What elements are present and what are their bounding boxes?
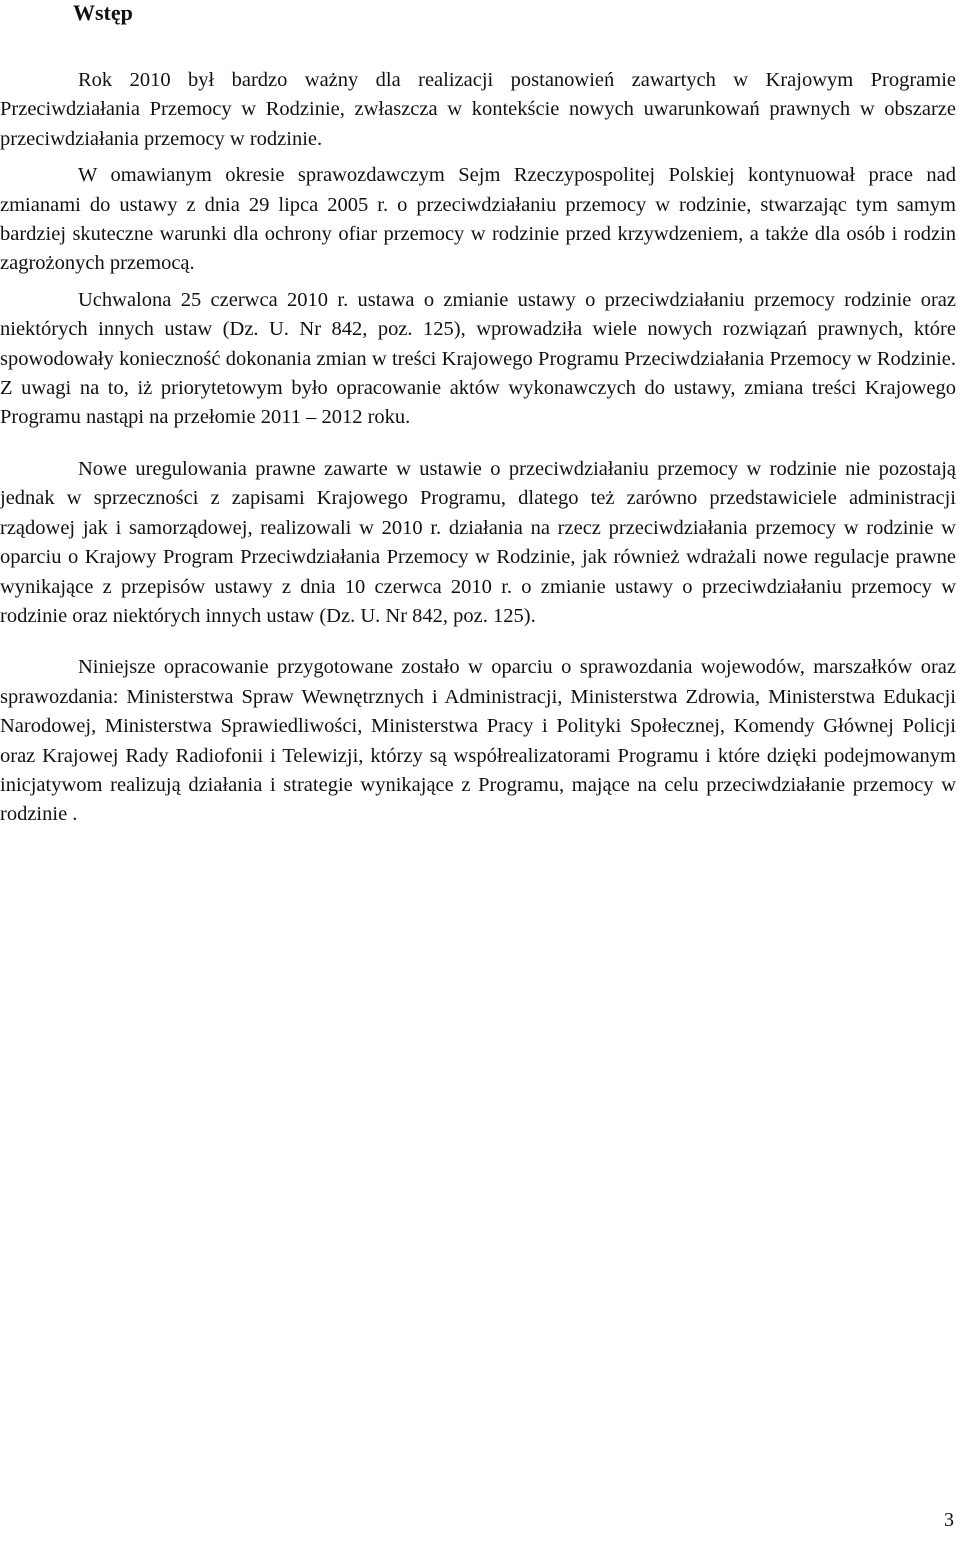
- body-text: [0, 66, 956, 830]
- paragraph-sources: Niniejsze opracowanie przygotowane zostało w oparciu o sprawozdania wojewodów, marszałków oraz sprawozdania: Ministerstwa Spraw Wewnętrznych i Administracji, Ministerstwa Zdrowia, Ministerstwa Edukacji Narodowej, Ministerstwa Sprawiedliwości, Ministerstwa Pracy i Polityki Społecznej, Komendy Głównej Policji oraz Krajowej Rady Radiofonii i Telewizji, którzy są współrealizatorami Programu i które dzięki podejmowanym inicjatywom realizują działania i strategie wynikające z Programu, mające na celu przeciwdziałanie przemocy w rodzinie .: [0, 656, 956, 826]
- section-heading: Wstęp: [73, 0, 133, 25]
- paragraph-new-act: Uchwalona 25 czerwca 2010 r. ustawa o zmianie ustawy o przeciwdziałaniu przemocy rodzinie oraz niektórych innych ustaw (Dz. U. Nr 842, poz. 125), wprowadziła wiele nowych rozwiązań prawnych, które spowodowały konieczność dokonania zmian w treści Krajowego Programu Przeciwdziałania Przemocy w Rodzinie. Z uwagi na to, iż priorytetowym było opracowanie aktów wykonawczych do ustawy, zmiana treści Krajowego Programu nastąpi na przełomie 2011 – 2012 roku.: [0, 288, 956, 429]
- paragraph-sejm-work: W omawianym okresie sprawozdawczym Sejm Rzeczypospolitej Polskiej kontynuował prace nad zmianami do ustawy z dnia 29 lipca 2005 r. o przeciwdziałaniu przemocy w rodzinie, stwarzając tym samym bardziej skuteczne warunki dla ochrony ofiar przemocy w rodzinie przed krzywdzeniem, a także dla osób i rodzin zagrożonych przemocą.: [0, 164, 956, 275]
- paragraph-new-regulations: Nowe uregulowania prawne zawarte w ustawie o przeciwdziałaniu przemocy w rodzinie nie pozostają jednak w sprzeczności z zapisami Krajowego Programu, dlatego też zarówno przedstawiciele administracji rządowej jak i samorządowej, realizowali w 2010 r. działania na rzecz przeciwdziałania przemocy w rodzinie w oparciu o Krajowy Program Przeciwdziałania Przemocy w Rodzinie, jak również wdrażali nowe regulacje prawne wynikające z przepisów ustawy z dnia 10 czerwca 2010 r. o zmianie ustawy o przeciwdziałaniu przemocy w rodzinie oraz niektórych innych ustaw (Dz. U. Nr 842, poz. 125).: [0, 457, 956, 627]
- paragraph-introduction: Rok 2010 był bardzo ważny dla realizacji postanowień zawartych w Krajowym Programie Przeciwdziałania Przemocy w Rodzinie, zwłaszcza w kontekście nowych uwarunkowań prawnych w obszarze przeciwdziałania przemocy w rodzinie.: [0, 69, 956, 150]
- page-number: 3: [944, 1509, 954, 1531]
